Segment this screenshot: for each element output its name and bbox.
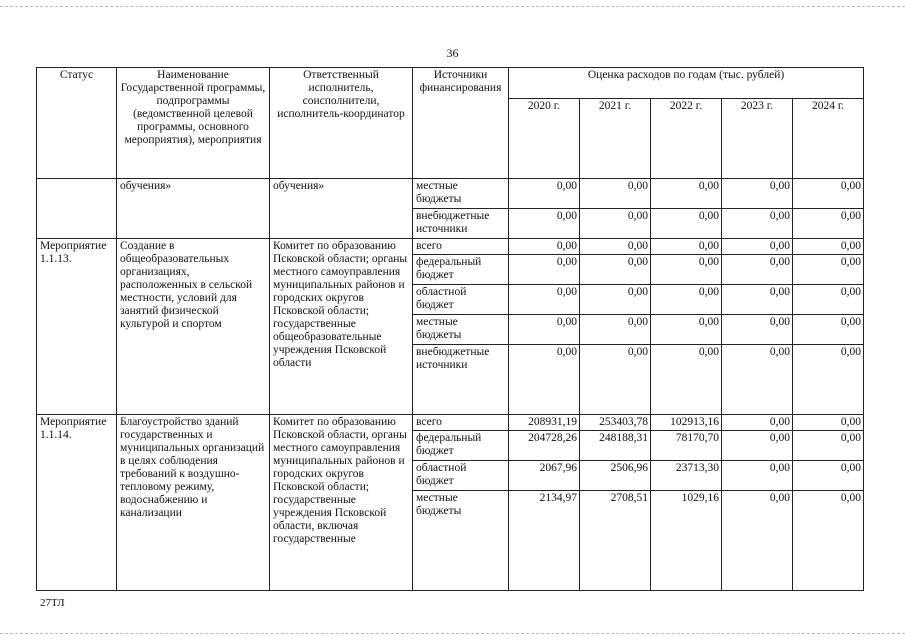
value-cell: 0,00 <box>722 461 793 491</box>
value-cell: 0,00 <box>722 239 793 255</box>
event-responsible: обучения» <box>270 179 413 239</box>
event-name: Благоустройство зданий государственных и муниципальных организаций в целях соблюдения требований к воздушно-тепловому режиму, водоснабжению и канализации <box>117 415 270 591</box>
value-cell: 208931,19 <box>509 415 580 431</box>
value-cell: 0,00 <box>722 315 793 345</box>
source-cell: всего <box>413 239 509 255</box>
value-cell: 0,00 <box>580 285 651 315</box>
value-cell: 0,00 <box>722 345 793 415</box>
value-cell: 2506,96 <box>580 461 651 491</box>
scan-edge-bottom <box>0 633 905 635</box>
event-status: Мероприятие 1.1.13. <box>37 239 117 415</box>
value-cell: 253403,78 <box>580 415 651 431</box>
value-cell: 0,00 <box>722 431 793 461</box>
header-status: Статус <box>37 68 117 179</box>
value-cell: 0,00 <box>509 239 580 255</box>
header-year: 2022 г. <box>651 99 722 179</box>
value-cell: 0,00 <box>793 239 864 255</box>
value-cell: 0,00 <box>793 255 864 285</box>
value-cell: 0,00 <box>509 209 580 239</box>
value-cell: 0,00 <box>651 209 722 239</box>
value-cell: 0,00 <box>580 345 651 415</box>
header-responsible: Ответственный исполнитель, соисполнители, исполнитель-координатор <box>270 68 413 179</box>
value-cell: 0,00 <box>793 461 864 491</box>
value-cell: 0,00 <box>509 179 580 209</box>
status-cell <box>37 179 117 239</box>
value-cell: 0,00 <box>580 179 651 209</box>
value-cell: 0,00 <box>793 345 864 415</box>
value-cell: 0,00 <box>509 315 580 345</box>
value-cell: 1029,16 <box>651 491 722 591</box>
event-responsible: Комитет по образованию Псковской области; органы местного самоуправления муниципальных районов и городских округов Псковской области; государственные общеобразовательные учреждения Псковской области <box>270 239 413 415</box>
value-cell: 0,00 <box>793 491 864 591</box>
value-cell: 0,00 <box>722 179 793 209</box>
value-cell: 0,00 <box>722 491 793 591</box>
value-cell: 204728,26 <box>509 431 580 461</box>
source-cell: внебюджетные источники <box>413 345 509 415</box>
header-name: Наименование Государственной программы, подпрограммы (ведомственной целевой программы, основного мероприятия), мероприятия <box>117 68 270 179</box>
header-year: 2020 г. <box>509 99 580 179</box>
value-cell: 0,00 <box>722 285 793 315</box>
expenses-table <box>36 67 864 591</box>
value-cell: 102913,16 <box>651 415 722 431</box>
value-cell: 0,00 <box>651 239 722 255</box>
value-cell: 0,00 <box>509 285 580 315</box>
value-cell: 0,00 <box>793 179 864 209</box>
page-number: 36 <box>446 46 459 60</box>
source-cell: всего <box>413 415 509 431</box>
source-cell: областной бюджет <box>413 285 509 315</box>
value-cell: 0,00 <box>651 285 722 315</box>
value-cell: 0,00 <box>580 239 651 255</box>
value-cell: 0,00 <box>793 285 864 315</box>
source-cell: внебюджетные источники <box>413 209 509 239</box>
event-name: обучения» <box>117 179 270 239</box>
value-cell: 0,00 <box>580 209 651 239</box>
value-cell: 0,00 <box>722 209 793 239</box>
value-cell: 0,00 <box>651 315 722 345</box>
source-cell: местные бюджеты <box>413 179 509 209</box>
header-expenses: Оценка расходов по годам (тыс. рублей) <box>509 68 864 99</box>
event-responsible: Комитет по образованию Псковской области, органы местного самоуправления муниципальных районов и городских округов Псковской области; государственные учреждения Псковской области, включая государственные <box>270 415 413 591</box>
event-status: Мероприятие 1.1.14. <box>37 415 117 591</box>
value-cell: 2134,97 <box>509 491 580 591</box>
source-cell: местные бюджеты <box>413 491 509 591</box>
value-cell: 23713,30 <box>651 461 722 491</box>
value-cell: 0,00 <box>509 255 580 285</box>
source-cell: федеральный бюджет <box>413 255 509 285</box>
value-cell: 0,00 <box>722 255 793 285</box>
header-sources: Источники финансирования <box>413 68 509 179</box>
value-cell: 0,00 <box>793 431 864 461</box>
footer-code: 27ТЛ <box>40 597 65 609</box>
scan-edge-top <box>0 6 905 8</box>
source-cell: областной бюджет <box>413 461 509 491</box>
value-cell: 78170,70 <box>651 431 722 461</box>
source-cell: федеральный бюджет <box>413 431 509 461</box>
value-cell: 0,00 <box>580 315 651 345</box>
value-cell: 2708,51 <box>580 491 651 591</box>
value-cell: 0,00 <box>651 255 722 285</box>
source-cell: местные бюджеты <box>413 315 509 345</box>
value-cell: 0,00 <box>580 255 651 285</box>
value-cell: 0,00 <box>651 345 722 415</box>
value-cell: 0,00 <box>793 415 864 431</box>
value-cell: 0,00 <box>793 209 864 239</box>
header-year: 2024 г. <box>793 99 864 179</box>
value-cell: 0,00 <box>793 315 864 345</box>
event-name: Создание в общеобразовательных организациях, расположенных в сельской местности, условий для занятий физической культурой и спортом <box>117 239 270 415</box>
value-cell: 2067,96 <box>509 461 580 491</box>
header-year: 2021 г. <box>580 99 651 179</box>
value-cell: 248188,31 <box>580 431 651 461</box>
value-cell: 0,00 <box>651 179 722 209</box>
value-cell: 0,00 <box>509 345 580 415</box>
header-year: 2023 г. <box>722 99 793 179</box>
value-cell: 0,00 <box>722 415 793 431</box>
